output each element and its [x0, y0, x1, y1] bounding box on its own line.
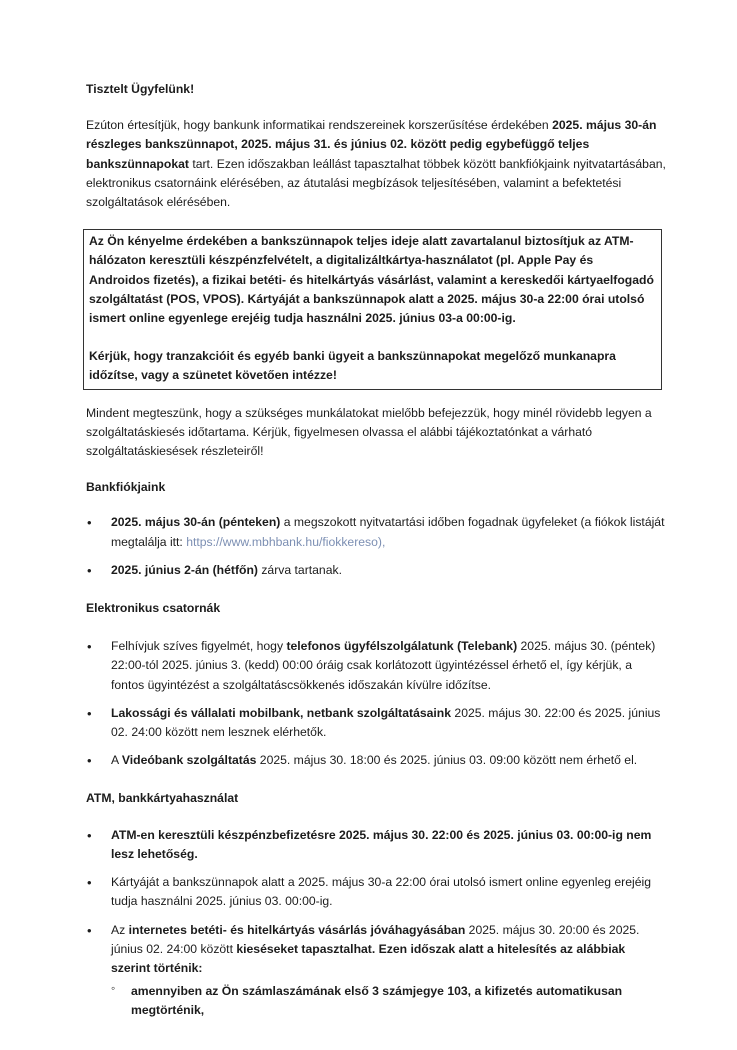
electronic-item3-text1: A: [111, 753, 122, 768]
atm-item3-bold2: kieséseket tapasztalhat. Ezen időszak alatt a hitelesítés az alábbiak szerint történik:: [111, 941, 626, 975]
section-title-branches: Bankfiókjaink: [86, 480, 166, 495]
electronic-item2-text: 2025. május 30. 22:00 és 2025. június 02. 24:00 között nem lesznek elérhetők.: [111, 705, 661, 740]
electronic-item1-text1: Felhívjuk szíves figyelmét, hogy: [111, 639, 287, 654]
section-title-electronic: Elektronikus csatornák: [86, 601, 221, 616]
intro-paragraph: [86, 116, 666, 212]
intro-text-2: tart. Ezen időszakban leállást tapasztalhat többek között bankfiókjaink nyitvatartásában, elektronikus csatornáink elérésében, az átutalási megbízások teljesítésében, valamint a befektetési szolgáltatások elérésében.: [86, 156, 666, 210]
greeting: Tisztelt Ügyfelünk!: [86, 82, 195, 96]
branches-item1-bold: 2025. május 30-án (pénteken): [111, 515, 281, 530]
list-item: [86, 921, 666, 1021]
notice-paragraph-1: Az Ön kényelme érdekében a bankszünnapok teljes ideje alatt zavartalanul biztosítjuk az ATM-hálózaton keresztüli készpénzfelvételt, a digitalizáltkártya-használatot (pl. Apple Pay és Androidos fizetés), a fizikai betéti- és hitelkártyás vásárlást, valamint a kereskedői kártyaelfogadó szolgáltatást (POS, VPOS). Kártyáját a bankszünnapok alatt a 2025. május 30-a 22:00 órai utolsó ismert online egyenlege erejéig tudja használni 2025. június 03-a 00:00-ig.: [89, 234, 654, 326]
list-item: [86, 513, 666, 551]
electronic-item1-bold: telefonos ügyfélszolgálatunk (Telebank): [286, 639, 518, 654]
branches-item1-end: ),: [377, 534, 386, 549]
sub-list-item: ◦ amennyiben az Ön számlaszámának első 3 számjegye 103, a kifizetés automatikusan megtörténik,: [111, 982, 666, 1020]
atm-item3-text1: Az: [111, 922, 129, 937]
electronic-list: [86, 637, 666, 770]
list-item: [86, 704, 666, 742]
intro-bold: 2025. május 30-án részleges bankszünnapot, 2025. május 31. és június 02. között pedig egybefüggő teljes bankszünnapokat: [86, 118, 657, 171]
branch-finder-link[interactable]: https://www.mbhbank.hu/fiokkereso: [186, 534, 378, 549]
branches-item2-bold: 2025. június 2-án (hétfőn): [111, 562, 258, 577]
document-page: [86, 80, 666, 1021]
list-item: [86, 561, 666, 580]
notice-box: [83, 229, 662, 389]
branches-item1-text: a megszokott nyitvatartási időben fogadnak ügyfeleket (a fiókok listáját megtalálja itt:: [111, 515, 665, 549]
notice-paragraph-2: Kérjük, hogy tranzakcióit és egyéb banki ügyeit a bankszünnapokat megelőző munkanapra időzítse, vagy a szünetet követően intézze!: [89, 349, 616, 383]
list-item: [86, 751, 666, 770]
branches-item2-text: zárva tartanak.: [257, 562, 342, 577]
electronic-item3-bold: Videóbank szolgáltatás: [121, 753, 257, 768]
branches-list: [86, 513, 666, 580]
list-item: [86, 873, 666, 911]
electronic-item2-bold: Lakossági és vállalati mobilbank, netbank szolgáltatásaink: [111, 705, 452, 720]
electronic-item3-text2: 2025. május 30. 18:00 és 2025. június 03. 09:00 között nem érhető el.: [256, 753, 638, 768]
list-item: [86, 637, 666, 695]
atm-item3-bold1: internetes betéti- és hitelkártyás vásárlás jóváhagyásában: [128, 922, 466, 937]
list-item: [86, 826, 666, 864]
atm-item3-text2: 2025. május 30. 20:00 és 2025. június 02. 24:00 között: [111, 922, 640, 956]
atm-list: [86, 826, 666, 1021]
electronic-item1-text2: 2025. május 30. (péntek) 22:00-tól 2025. június 3. (kedd) 00:00 óráig csak korlátozott ügyintézéssel érhető el, így kérjük, a fontos ügyintézést a szolgáltatáscsökkenés időszakán kívülre időzítse.: [111, 639, 656, 692]
atm-item2-text: Kártyáját a bankszünnapok alatt a 2025. május 30-a 22:00 órai utolsó ismert online egyenleg erejéig tudja használni 2025. június 03. 00:00-ig.: [111, 875, 651, 909]
intro-text-1: Ezúton értesítjük, hogy bankunk informatikai rendszereinek korszerűsítése érdekében: [86, 118, 553, 133]
atm-sub-list: [111, 982, 666, 1020]
section-title-atm: ATM, bankkártyahasználat: [86, 791, 239, 806]
atm-item1-bold: ATM-en keresztüli készpénzbefizetésre 2025. május 30. 22:00 és 2025. június 03. 00:00-ig nem lesz lehetőség.: [111, 827, 652, 861]
info-paragraph: Mindent megteszünk, hogy a szükséges munkálatokat mielőbb befejezzük, hogy minél rövidebb legyen a szolgáltatáskiesés időtartama. Kérjük, figyelmesen olvassa el alábbi tájékoztatónkat a várható szolgáltatáskiesések részleteiről!: [86, 405, 652, 459]
